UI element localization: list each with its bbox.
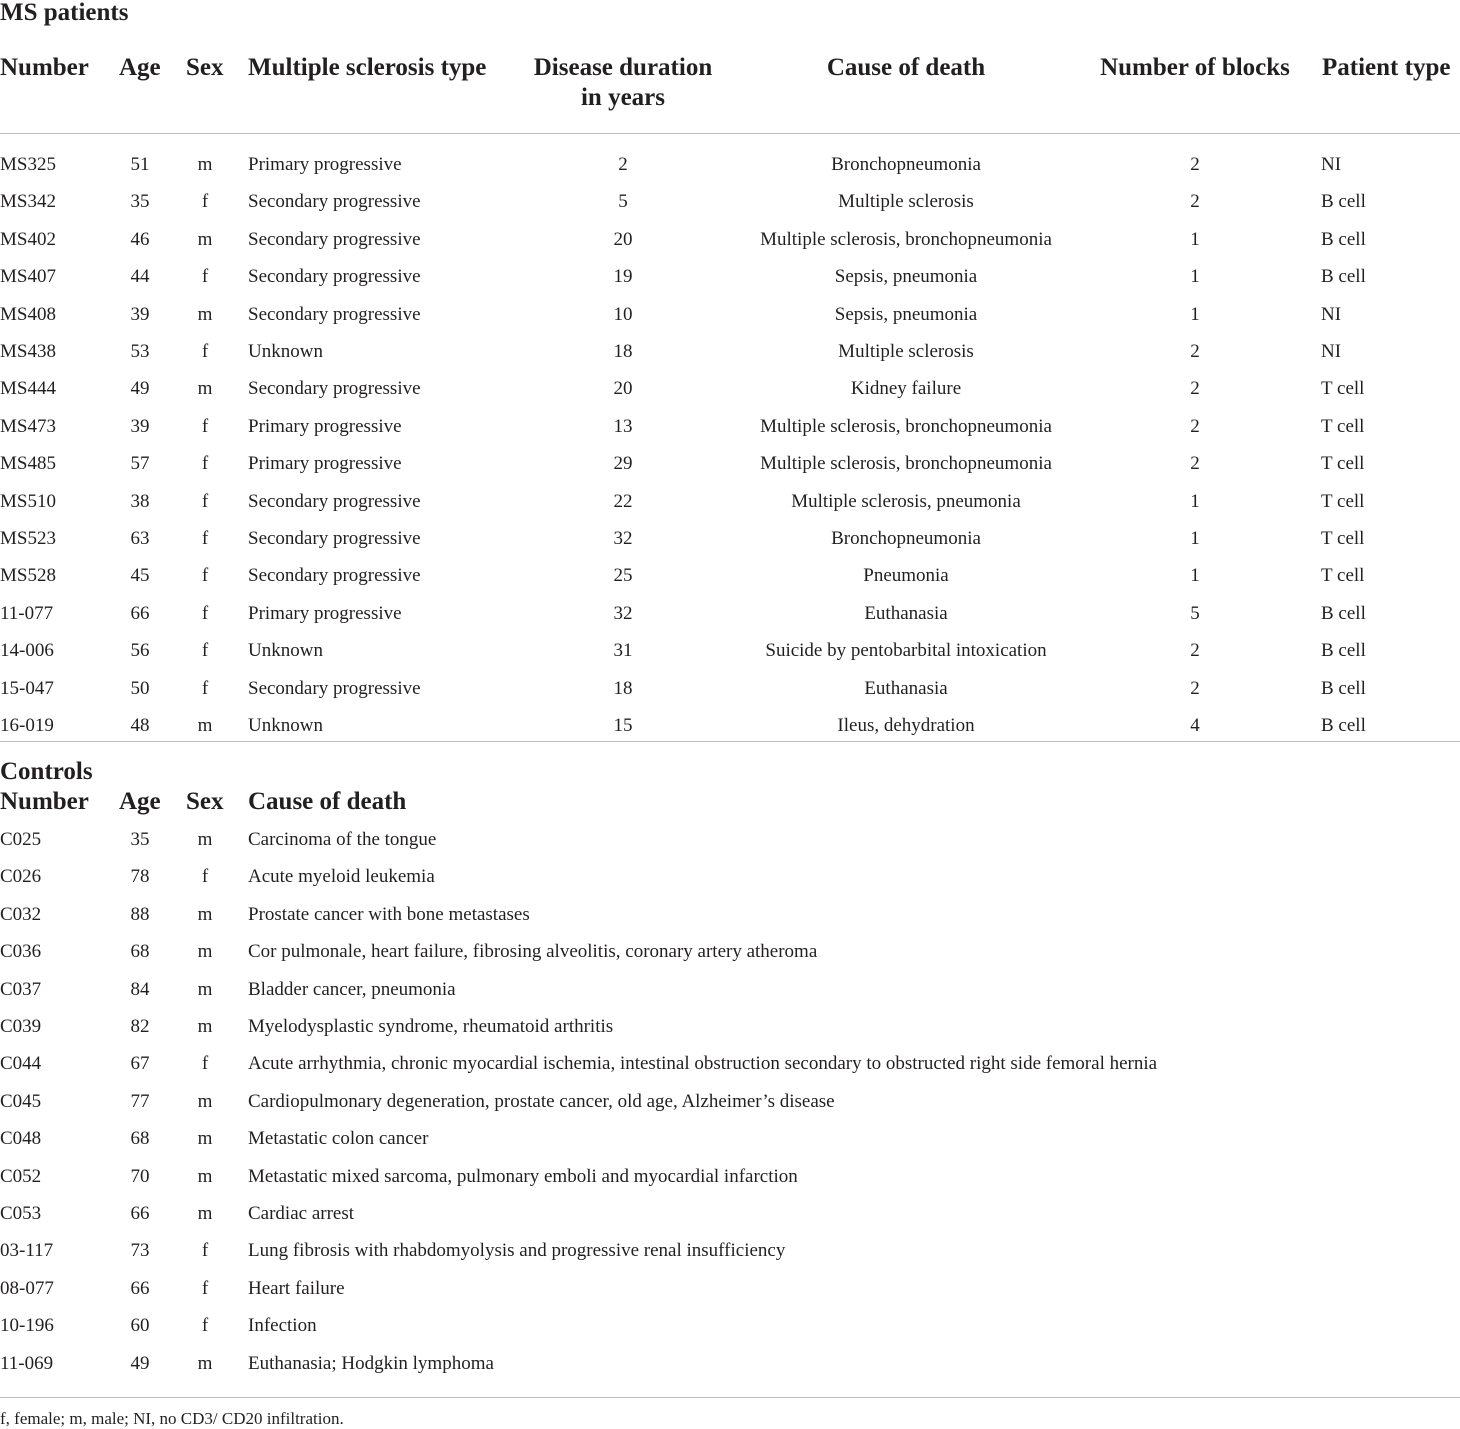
cell-number: MS438 <box>0 341 56 362</box>
cell-sex: m <box>197 303 213 325</box>
cell-sex: m <box>197 829 213 850</box>
ms-header-duration-line2: in years <box>580 84 666 111</box>
cell-blocks: 4 <box>1190 715 1200 736</box>
cell-sex: f <box>201 453 209 475</box>
cell-number: MS325 <box>0 154 56 175</box>
cell-cause: Euthanasia; Hodgkin lymphoma <box>248 1352 494 1374</box>
cell-number: 16-019 <box>0 715 54 736</box>
cell-cause: Infection <box>248 1315 317 1337</box>
cell-number: C025 <box>0 829 42 850</box>
ms-header-age: Age <box>119 54 161 81</box>
cell-sex: f <box>201 640 209 662</box>
cell-sex: m <box>197 1128 213 1150</box>
cell-age: 73 <box>130 1240 150 1262</box>
cell-age: 35 <box>130 191 150 213</box>
ms-header-duration-line1: Disease duration <box>533 54 713 81</box>
cell-blocks: 2 <box>1190 640 1200 662</box>
cell-ms-type: Secondary progressive <box>248 677 421 699</box>
cell-cause: Heart failure <box>248 1277 345 1299</box>
cell-cause: Cardiac arrest <box>248 1203 355 1224</box>
cell-number: 15-047 <box>0 677 54 699</box>
cell-ms-type: Primary progressive <box>248 453 402 475</box>
cell-number: MS528 <box>0 565 56 587</box>
cell-sex: f <box>201 602 209 624</box>
cell-number: 14-006 <box>0 640 54 662</box>
cell-ms-type: Secondary progressive <box>248 490 421 512</box>
cell-sex: m <box>197 1090 213 1112</box>
cell-age: 48 <box>130 715 150 736</box>
cell-number: C053 <box>0 1203 42 1224</box>
cell-cause: Ileus, dehydration <box>837 715 975 736</box>
cell-blocks: 2 <box>1190 453 1200 475</box>
cell-patient-type: T cell <box>1321 378 1365 400</box>
cell-number: C045 <box>0 1090 42 1112</box>
cell-cause: Prostate cancer with bone metastases <box>248 903 530 925</box>
cell-age: 51 <box>130 154 150 175</box>
cell-sex: m <box>197 1352 213 1374</box>
cell-patient-type: B cell <box>1321 191 1366 213</box>
cell-blocks: 1 <box>1190 266 1200 288</box>
cell-duration: 10 <box>613 303 633 325</box>
cell-blocks: 2 <box>1190 191 1200 213</box>
cell-number: C026 <box>0 866 42 888</box>
controls-header-cause: Cause of death <box>248 788 407 815</box>
cell-duration: 18 <box>613 341 633 362</box>
cell-duration: 22 <box>613 490 633 512</box>
cell-age: 66 <box>130 602 150 624</box>
cell-age: 77 <box>130 1090 150 1112</box>
cell-number: C039 <box>0 1016 42 1037</box>
cell-duration: 18 <box>613 677 633 699</box>
cell-patient-type: T cell <box>1321 415 1365 437</box>
cell-blocks: 1 <box>1190 303 1200 325</box>
cell-duration: 5 <box>618 191 628 213</box>
cell-number: MS402 <box>0 228 56 250</box>
cell-duration: 15 <box>613 715 633 736</box>
cell-number: MS407 <box>0 266 56 288</box>
cell-ms-type: Primary progressive <box>248 602 402 624</box>
cell-number: MS510 <box>0 490 56 512</box>
cell-age: 46 <box>130 228 150 250</box>
cell-sex: m <box>197 1016 213 1037</box>
ms-header-divider <box>0 133 1460 134</box>
cell-sex: f <box>201 266 209 288</box>
cell-blocks: 2 <box>1190 378 1200 400</box>
cell-number: MS523 <box>0 528 56 549</box>
cell-number: 10-196 <box>0 1315 54 1337</box>
cell-age: 66 <box>130 1203 150 1224</box>
cell-sex: f <box>201 415 209 437</box>
cell-age: 45 <box>130 565 150 587</box>
cell-age: 53 <box>130 341 150 362</box>
cell-patient-type: B cell <box>1321 602 1366 624</box>
ms-header-sex: Sex <box>186 54 224 81</box>
ms-header-blocks: Number of blocks <box>1100 54 1290 81</box>
cell-duration: 29 <box>613 453 633 475</box>
cell-patient-type: B cell <box>1321 677 1366 699</box>
cell-sex: f <box>201 490 209 512</box>
cell-blocks: 5 <box>1190 602 1200 624</box>
controls-header-number: Number <box>0 788 89 815</box>
cell-duration: 20 <box>613 378 633 400</box>
ms-header-patient-type: Patient type <box>1322 54 1451 81</box>
cell-sex: m <box>197 941 213 963</box>
cell-cause: Carcinoma of the tongue <box>248 829 437 850</box>
ms-bottom-divider <box>0 741 1460 742</box>
cell-duration: 31 <box>613 640 633 662</box>
cell-number: MS444 <box>0 378 56 400</box>
cell-patient-type: B cell <box>1321 266 1366 288</box>
cell-blocks: 1 <box>1190 565 1200 587</box>
cell-cause: Sepsis, pneumonia <box>834 266 978 288</box>
cell-patient-type: NI <box>1321 303 1342 325</box>
cell-sex: m <box>197 378 213 400</box>
cell-patient-type: T cell <box>1321 490 1365 512</box>
cell-age: 57 <box>130 453 150 475</box>
cell-age: 39 <box>130 303 150 325</box>
cell-duration: 32 <box>613 528 633 549</box>
cell-sex: f <box>201 1053 209 1075</box>
cell-age: 63 <box>130 528 150 549</box>
cell-age: 60 <box>130 1315 150 1337</box>
cell-age: 84 <box>130 978 150 1000</box>
cell-sex: f <box>201 1240 209 1262</box>
cell-duration: 25 <box>613 565 633 587</box>
cell-cause: Sepsis, pneumonia <box>834 303 978 325</box>
cell-duration: 20 <box>613 228 633 250</box>
cell-patient-type: B cell <box>1321 715 1366 736</box>
cell-blocks: 2 <box>1190 341 1200 362</box>
cell-patient-type: B cell <box>1321 640 1366 662</box>
cell-cause: Euthanasia <box>864 602 948 624</box>
cell-number: C036 <box>0 941 42 963</box>
cell-age: 56 <box>130 640 150 662</box>
cell-cause: Multiple sclerosis, bronchopneumonia <box>760 228 1052 250</box>
cell-duration: 2 <box>618 154 628 175</box>
cell-sex: f <box>201 1277 209 1299</box>
cell-number: MS485 <box>0 453 56 475</box>
cell-age: 70 <box>130 1165 150 1187</box>
cell-age: 49 <box>130 378 150 400</box>
cell-cause: Bronchopneumonia <box>831 528 981 549</box>
cell-blocks: 1 <box>1190 490 1200 512</box>
cell-cause: Multiple sclerosis, pneumonia <box>791 490 1021 512</box>
cell-patient-type: T cell <box>1321 528 1365 549</box>
cell-number: MS408 <box>0 303 56 325</box>
cell-cause: Pneumonia <box>863 565 949 587</box>
cell-patient-type: NI <box>1321 341 1342 362</box>
cell-sex: f <box>201 191 209 213</box>
footnote-divider <box>0 1397 1460 1398</box>
cell-age: 35 <box>130 829 150 850</box>
table-footnote: f, female; m, male; NI, no CD3/ CD20 infiltration. <box>0 1409 344 1428</box>
cell-cause: Euthanasia <box>864 677 948 699</box>
controls-header-age: Age <box>119 788 161 815</box>
cell-cause: Bronchopneumonia <box>831 154 981 175</box>
cell-duration: 13 <box>613 415 633 437</box>
cell-patient-type: T cell <box>1321 453 1365 475</box>
cell-age: 39 <box>130 415 150 437</box>
cell-patient-type: T cell <box>1321 565 1365 587</box>
cell-number: C037 <box>0 978 42 1000</box>
cell-number: C048 <box>0 1128 42 1150</box>
cell-age: 38 <box>130 490 150 512</box>
cell-cause: Bladder cancer, pneumonia <box>248 978 456 1000</box>
cell-ms-type: Secondary progressive <box>248 191 421 213</box>
cell-cause: Acute myeloid leukemia <box>248 866 435 888</box>
cell-ms-type: Secondary progressive <box>248 378 421 400</box>
cell-sex: f <box>201 528 209 549</box>
ms-header-number: Number <box>0 54 89 81</box>
cell-age: 44 <box>130 266 150 288</box>
ms-section-title: MS patients <box>0 0 129 26</box>
cell-cause: Multiple sclerosis, bronchopneumonia <box>760 453 1052 475</box>
cell-ms-type: Secondary progressive <box>248 528 421 549</box>
cell-age: 78 <box>130 866 150 888</box>
cell-sex: m <box>197 715 213 736</box>
cell-ms-type: Primary progressive <box>248 154 402 175</box>
cell-duration: 32 <box>613 602 633 624</box>
cell-number: 11-069 <box>0 1352 54 1374</box>
cell-number: 11-077 <box>0 602 54 624</box>
cell-ms-type: Secondary progressive <box>248 565 421 587</box>
cell-blocks: 2 <box>1190 677 1200 699</box>
cell-number: 08-077 <box>0 1277 54 1299</box>
cell-number: MS342 <box>0 191 56 213</box>
controls-header-sex: Sex <box>186 788 224 815</box>
cell-ms-type: Unknown <box>248 640 323 662</box>
cell-ms-type: Secondary progressive <box>248 228 421 250</box>
cell-sex: m <box>197 228 213 250</box>
cell-sex: f <box>201 341 209 362</box>
controls-section-title: Controls <box>0 758 93 785</box>
cell-age: 68 <box>130 1128 150 1150</box>
cell-blocks: 1 <box>1190 228 1200 250</box>
cell-cause: Metastatic mixed sarcoma, pulmonary emboli and myocardial infarction <box>248 1165 798 1187</box>
cell-cause: Cor pulmonale, heart failure, fibrosing alveolitis, coronary artery atheroma <box>248 941 818 963</box>
cell-duration: 19 <box>613 266 633 288</box>
cell-blocks: 2 <box>1190 154 1200 175</box>
cell-age: 66 <box>130 1277 150 1299</box>
cell-number: 03-117 <box>0 1240 54 1262</box>
cell-ms-type: Primary progressive <box>248 415 402 437</box>
cell-number: C052 <box>0 1165 42 1187</box>
cell-age: 88 <box>130 903 150 925</box>
cell-age: 67 <box>130 1053 150 1075</box>
cell-cause: Multiple sclerosis <box>838 191 974 213</box>
cell-number: MS473 <box>0 415 56 437</box>
cell-sex: f <box>201 565 209 587</box>
cell-cause: Kidney failure <box>850 378 962 400</box>
cell-age: 50 <box>130 677 150 699</box>
ms-header-ms-type: Multiple sclerosis type <box>248 54 487 81</box>
ms-header-cause: Cause of death <box>826 54 986 81</box>
cell-sex: f <box>201 677 209 699</box>
cell-sex: f <box>201 1315 209 1337</box>
cell-number: C032 <box>0 903 42 925</box>
cell-patient-type: B cell <box>1321 228 1366 250</box>
cell-blocks: 1 <box>1190 528 1200 549</box>
cell-age: 68 <box>130 941 150 963</box>
cell-cause: Myelodysplastic syndrome, rheumatoid arthritis <box>248 1016 614 1037</box>
cell-cause: Lung fibrosis with rhabdomyolysis and progressive renal insufficiency <box>248 1240 786 1262</box>
cell-sex: m <box>197 154 213 175</box>
cell-cause: Metastatic colon cancer <box>248 1128 429 1150</box>
cell-number: C044 <box>0 1053 42 1075</box>
cell-sex: m <box>197 978 213 1000</box>
cell-ms-type: Secondary progressive <box>248 266 421 288</box>
cell-sex: f <box>201 866 209 888</box>
cell-sex: m <box>197 1165 213 1187</box>
cell-age: 49 <box>130 1352 150 1374</box>
cell-blocks: 2 <box>1190 415 1200 437</box>
cell-ms-type: Unknown <box>248 341 323 362</box>
cell-cause: Suicide by pentobarbital intoxication <box>765 640 1047 662</box>
cell-sex: m <box>197 1203 213 1224</box>
cell-cause: Cardiopulmonary degeneration, prostate cancer, old age, Alzheimer’s disease <box>248 1090 835 1112</box>
cell-sex: m <box>197 903 213 925</box>
cell-ms-type: Secondary progressive <box>248 303 421 325</box>
cell-cause: Multiple sclerosis <box>838 341 974 362</box>
cell-ms-type: Unknown <box>248 715 323 736</box>
cell-patient-type: NI <box>1321 154 1342 175</box>
cell-age: 82 <box>130 1016 150 1037</box>
cell-cause: Acute arrhythmia, chronic myocardial ischemia, intestinal obstruction secondary to obstructed right side femoral hernia <box>248 1053 1158 1075</box>
cell-cause: Multiple sclerosis, bronchopneumonia <box>760 415 1052 437</box>
